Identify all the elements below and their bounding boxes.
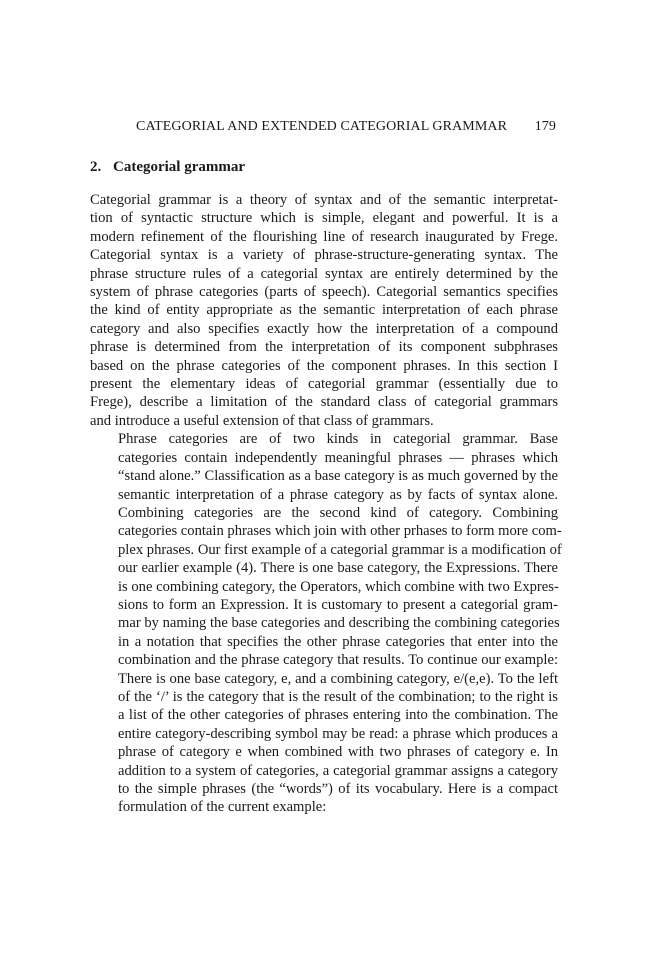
text-line: Categorial syntax is a variety of phrase-structure-generating syntax. The	[90, 247, 558, 264]
text-line: phrase of category e when combined with two phrases of category e. In	[118, 744, 558, 761]
text-line: plex phrases. Our first example of a categorial grammar is a modification of	[118, 541, 562, 558]
text-line: modern refinement of the flourishing line of research inaugurated by Frege.	[90, 228, 558, 245]
text-line: semantic interpretation of a phrase category as by facts of syntax alone.	[118, 486, 558, 503]
text-line: category and also specifies exactly how the interpretation of a compound	[90, 320, 558, 337]
paragraph	[90, 191, 558, 430]
text-line: to the simple phrases (the “words”) of its vocabulary. Here is a compact	[118, 781, 558, 797]
text-line: categories contain phrases which join with other prhases to form more com-	[118, 523, 562, 540]
section-heading	[90, 159, 245, 176]
section-title: Categorial grammar	[113, 159, 246, 175]
text-line: There is one base category, e, and a combining category, e/(e,e). To the left	[118, 670, 558, 687]
text-line: system of phrase categories (parts of speech). Categorial semantics specifies	[90, 284, 558, 301]
text-line: the kind of entity appropriate as the semantic interpretation of each phrase	[90, 302, 558, 319]
text-line: Combining categories are the second kind of category. Combining	[118, 504, 558, 521]
text-line: phrase structure rules of a categorial syntax are entirely determined by the	[90, 265, 558, 282]
text-line: present the elementary ideas of categorial grammar (essentially due to	[90, 376, 558, 393]
text-line: Phrase categories are of two kinds in categorial grammar. Base	[118, 431, 558, 448]
text-line: a list of the other categories of phrases entering into the combination. The	[118, 707, 558, 724]
text-line: our earlier example (4). There is one base category, the Expressions. There	[118, 560, 558, 577]
text-line: based on the phrase categories of the component phrases. In this section I	[90, 357, 558, 374]
text-line: addition to a system of categories, a categorial grammar assigns a category	[118, 762, 558, 779]
text-line: categories contain independently meaningful phrases — phrases which	[118, 449, 558, 466]
paragraph	[90, 430, 562, 817]
text-line: of the ‘/’ is the category that is the result of the combination; to the right is	[118, 688, 558, 705]
text-line: mar by naming the base categories and describing the combining categories	[118, 615, 560, 632]
text-line: “stand alone.” Classification as a base category is as much governed by the	[118, 468, 558, 485]
text-line: phrase is determined from the interpretation of its component subphrases	[90, 339, 558, 356]
text-line: formulation of the current example:	[118, 799, 327, 816]
text-line: in a notation that specifies the other phrase categories that enter into the	[118, 633, 558, 650]
running-head-title: CATEGORIAL AND EXTENDED CATEGORIAL GRAMMAR	[136, 119, 508, 134]
text-line: entire category-describing symbol may be read: a phrase which produces a	[118, 725, 558, 742]
page-number: 179	[534, 119, 556, 134]
section-number: 2.	[90, 159, 102, 175]
text-line: is one combining category, the Operators, which combine with two Expres-	[118, 578, 559, 595]
text-line: Categorial grammar is a theory of syntax and of the semantic interpretat-	[90, 192, 558, 208]
text-line: tion of syntactic structure which is simple, elegant and powerful. It is a	[90, 210, 558, 227]
text-line: sions to form an Expression. It is customary to present a categorial gram-	[118, 596, 558, 613]
body-text	[90, 191, 562, 817]
text-line: Frege), describe a limitation of the standard class of categorial grammars	[90, 394, 558, 411]
text-line: and introduce a useful extension of that class of grammars.	[90, 412, 434, 429]
text-line: combination and the phrase category that results. To continue our example:	[118, 652, 558, 669]
